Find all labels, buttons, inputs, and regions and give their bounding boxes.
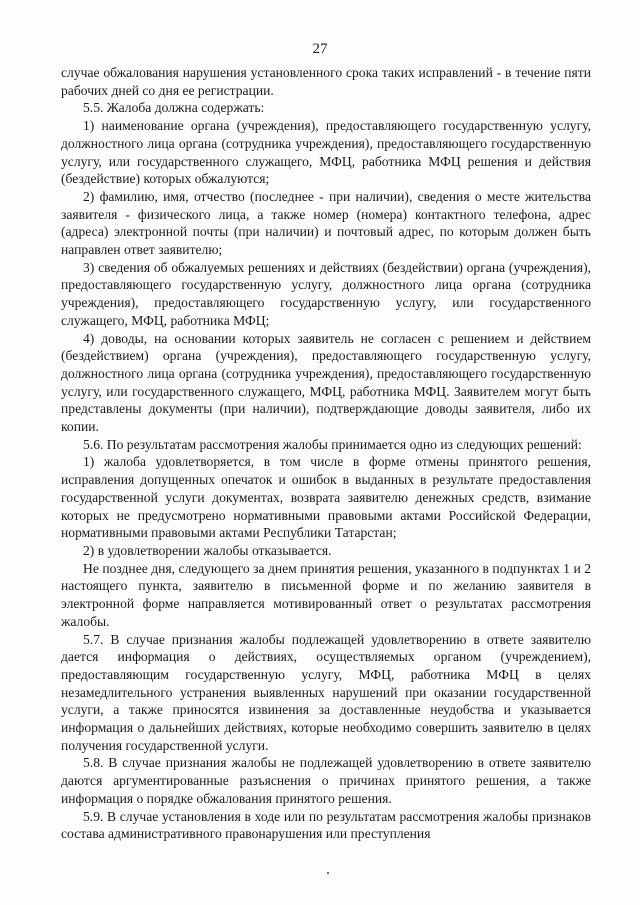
paragraph-5-5-item-1: 1) наименование органа (учреждения), предоставляющего государственную услугу, должностного лица органа (сотрудника учреждения), предоставляющего государственную услугу, или государственного служащего, МФЦ, работника МФЦ решения и действия (бездействие) которых обжалуются; [61, 118, 591, 187]
paragraph-5-5-item-4: 4) доводы, на основании которых заявитель не согласен с решением и действием (бездействием) органа (учреждения), предоставляющего государственную услугу, должностного лица органа (сотрудника учреждения), предоставляющего государственную услугу, или государственного служащего, МФЦ, работника МФЦ. Заявителем могут быть представлены документы (при наличии), подтверждающие доводы заявителя, либо их копии. [61, 330, 591, 435]
paragraph-5-6-response: Не позднее дня, следующего за днем принятия решения, указанного в подпунктах 1 и 2 настоящего пункта, заявителю в письменной форме и по желанию заявителя в электронной форме направляется мотивированный ответ о результатах рассмотрения жалобы. [61, 560, 591, 629]
paragraph-5-5-item-2: 2) фамилию, имя, отчество (последнее - при наличии), сведения о месте жительства заявителя - физического лица, а также номер (номера) контактного телефона, адрес (адреса) электронной почты (при наличии) и почтовый адрес, по которым должен быть направлен ответ заявителю; [61, 188, 591, 258]
paragraph-5-8: 5.8. В случае признания жалобы не подлежащей удовлетворению в ответе заявителю даются аргументированные разъяснения о причинах принятого решения, а также информация о порядке обжалования принятого решения. [61, 755, 591, 806]
paragraph-5-7: 5.7. В случае признания жалобы подлежащей удовлетворению в ответе заявителю дается информация о действиях, осуществляемых органом (учреждением), предоставляющим государственную услугу, МФЦ, работника МФЦ в целях незамедлительного устранения выявленных нарушений при оказании государственной услуги, а также приносятся извинения за доставленные неудобства и указывается информация о дальнейших действиях, которые необходимо совершить заявителю в целях получения государственной услуги. [61, 631, 591, 753]
page-number: 27 [312, 41, 328, 57]
paragraph-5-6-item-2: 2) в удовлетворении жалобы отказывается. [83, 542, 332, 558]
paragraph-continuation: случае обжалования нарушения установленного срока таких исправлений - в течение пяти рабочих дней со дня ее регистрации. [61, 65, 591, 98]
paragraph-5-5-heading: 5.5. Жалоба должна содержать: [83, 100, 265, 116]
scan-speck [327, 872, 329, 874]
paragraph-5-5-item-3: 3) сведения об обжалуемых решениях и действиях (бездействии) органа (учреждения), предоставляющего государственную услугу, должностного лица органа (сотрудника учреждения), предоставляющего государственную услугу, или государственного служащего, МФЦ, работника МФЦ; [61, 259, 591, 328]
paragraph-5-6-item-1: 1) жалоба удовлетворяется, в том числе в форме отмены принятого решения, исправления допущенных опечаток и ошибок в выданных в результате предоставления государственной услуги документах, возврата заявителю денежных средств, взимание которых не предусмотрено нормативными правовыми актами Российской Федерации, нормативными правовыми актами Республики Татарстан; [61, 454, 591, 541]
paragraph-5-9: 5.9. В случае установления в ходе или по результатам рассмотрения жалобы признаков состава административного правонарушения или преступления [61, 808, 591, 842]
document-body [61, 64, 591, 843]
paragraph-5-6-heading: 5.6. По результатам рассмотрения жалобы принимается одно из следующих решений: [83, 436, 582, 452]
